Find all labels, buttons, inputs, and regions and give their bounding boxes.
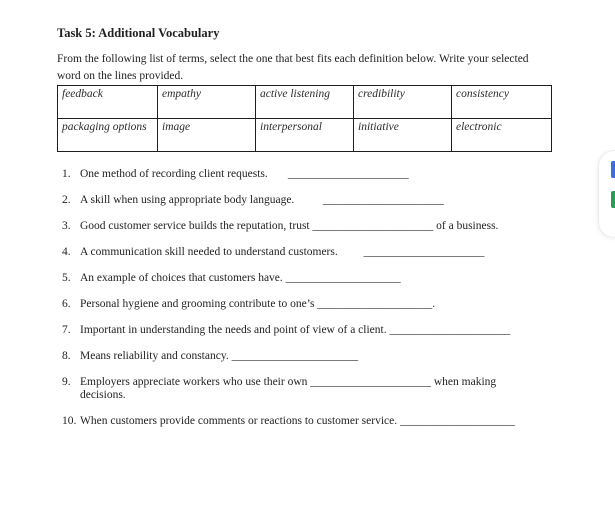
- question-number: 8.: [62, 350, 71, 362]
- question-text: One method of recording client requests. _____________________: [80, 168, 409, 180]
- question-text: When customers provide comments or reactions to customer service. ____________________: [80, 415, 515, 427]
- word-bank-term: active listening: [256, 86, 354, 119]
- question-number: 1.: [62, 168, 71, 180]
- question-item: [62, 298, 537, 311]
- question-item: [62, 194, 537, 207]
- word-bank-row: [58, 119, 552, 152]
- word-bank-term: packaging options: [58, 119, 158, 152]
- question-number: 9.: [62, 376, 71, 388]
- question-text: A skill when using appropriate body language. _____________________: [80, 194, 444, 206]
- word-bank-table: [57, 85, 552, 152]
- document-page: [57, 26, 557, 441]
- question-text: Important in understanding the needs and point of view of a client. _____________________: [80, 324, 511, 336]
- question-item: [62, 415, 537, 428]
- question-item: [62, 168, 537, 181]
- blue-tool-icon[interactable]: [611, 161, 615, 178]
- word-bank-term: credibility: [354, 86, 452, 119]
- question-number: 5.: [62, 272, 71, 284]
- green-tool-icon[interactable]: [611, 191, 615, 208]
- question-text: An example of choices that customers have. ____________________: [80, 272, 401, 284]
- word-bank-term: electronic: [452, 119, 552, 152]
- word-bank-term: feedback: [58, 86, 158, 119]
- instructions: [57, 51, 557, 85]
- question-item: [62, 220, 537, 233]
- instructions-line-1: From the following list of terms, select the one that best fits each definition below. Write your selected: [57, 53, 529, 65]
- question-text: A communication skill needed to understand customers. _____________________: [80, 246, 485, 258]
- instructions-line-2: word on the lines provided.: [57, 70, 184, 82]
- question-number: 4.: [62, 246, 71, 258]
- word-bank-term: initiative: [354, 119, 452, 152]
- question-item: [62, 272, 537, 285]
- question-number: 6.: [62, 298, 71, 310]
- question-number: 7.: [62, 324, 71, 336]
- question-item: [62, 350, 537, 363]
- floating-extension-widget[interactable]: [598, 150, 615, 238]
- question-text: Personal hygiene and grooming contribute to one’s ____________________.: [80, 298, 436, 310]
- question-number: 3.: [62, 220, 71, 232]
- word-bank-term: interpersonal: [256, 119, 354, 152]
- word-bank-row: [58, 86, 552, 119]
- question-text: Means reliability and constancy. ______________________: [80, 350, 359, 362]
- question-item: [62, 246, 537, 259]
- questions-list: [57, 168, 537, 428]
- question-item: [62, 324, 537, 337]
- word-bank-term: empathy: [158, 86, 256, 119]
- question-text: Employers appreciate workers who use their own _____________________ when making decisions.: [80, 376, 497, 401]
- question-item: [62, 376, 537, 402]
- task-title: Task 5: Additional Vocabulary: [57, 26, 220, 40]
- question-text: Good customer service builds the reputation, trust _____________________ of a business.: [80, 220, 499, 232]
- question-number: 2.: [62, 194, 71, 206]
- word-bank-term: image: [158, 119, 256, 152]
- question-number: 10.: [62, 415, 77, 427]
- word-bank-term: consistency: [452, 86, 552, 119]
